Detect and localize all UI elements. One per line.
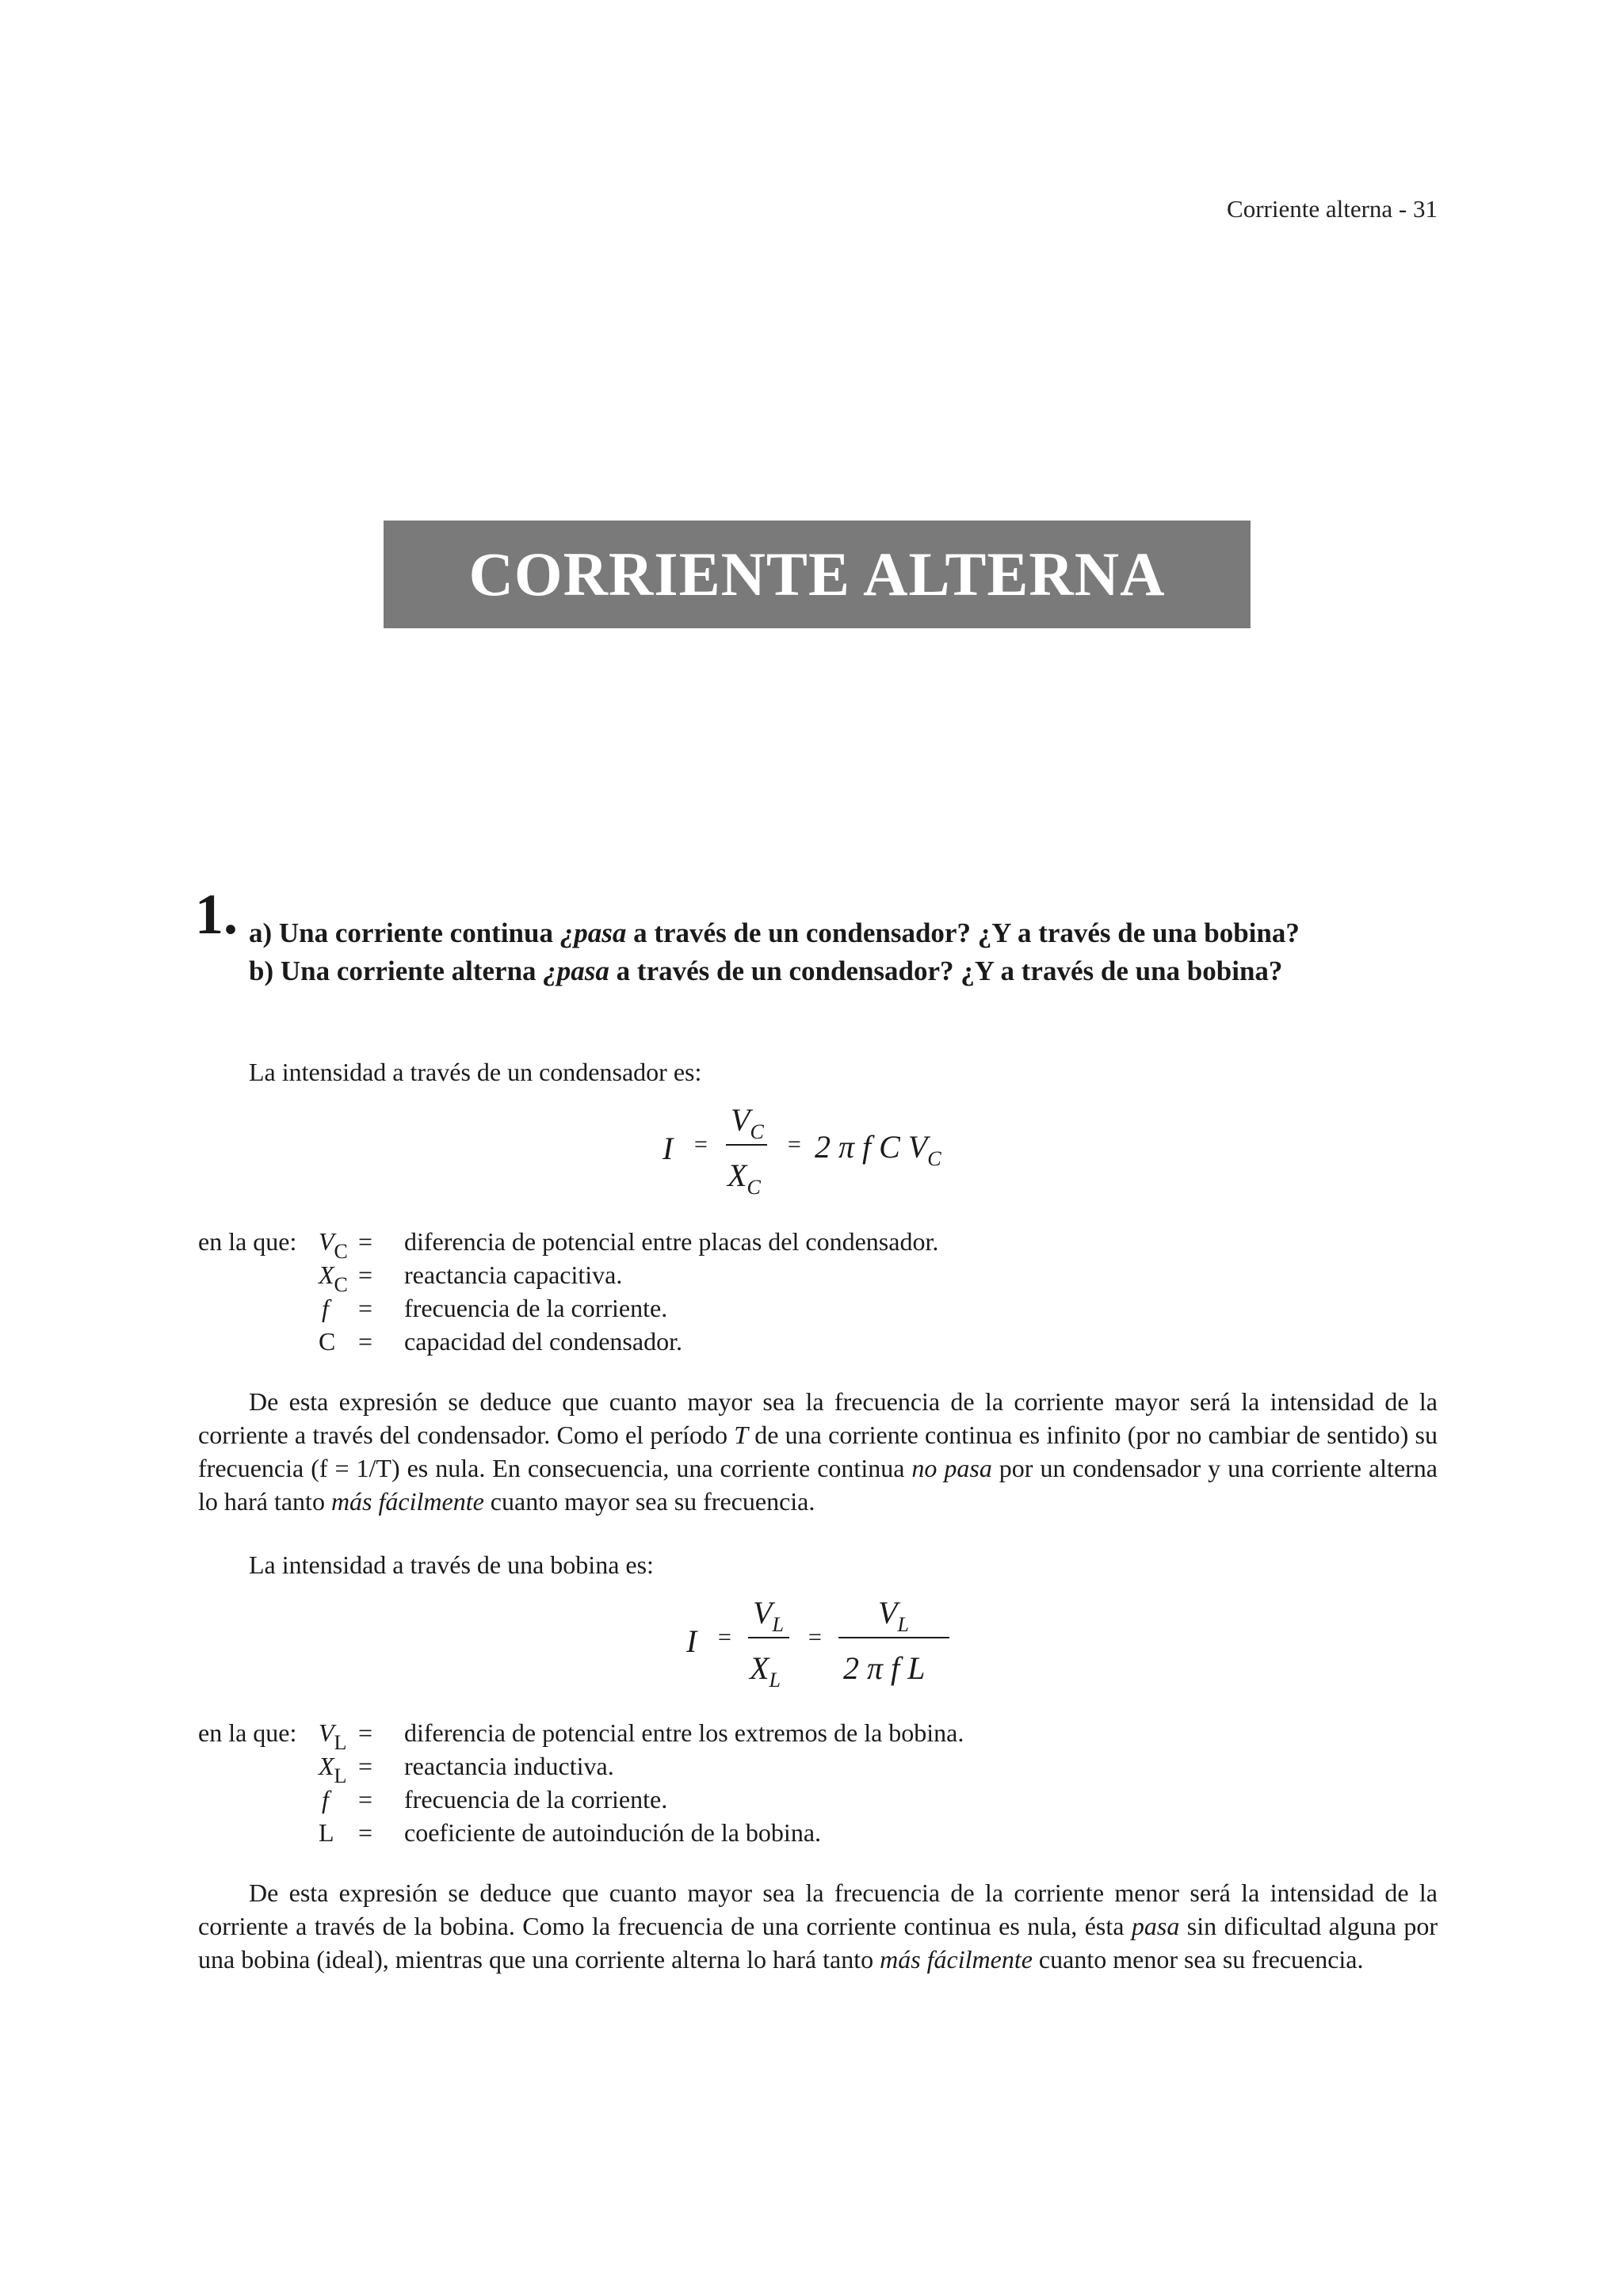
document-page: Corriente alterna - 31 CORRIENTE ALTERNA 1. a) Una corriente continua ¿pasa a través de un condensador? ¿Y a través de una bobina? b) Una corriente alterna ¿pasa a través de un condensador? ¿Y a través de una bobina? La intensidad a través de un condensador es: I = $V_C$ $X_C$ = 2 π f C $V_C$ en la que: $V_C$ = diferencia de potencial entre placas del condensador. $X_C$ = reactancia capacitiva. f = frecuencia de la corriente. C = capacidad del condensador. De esta expresión se deduce que cuanto mayor sea la frecuencia de la corriente mayor será la intensidad de la corriente a través del condensador. Como el período T de una corriente continua es infinito (por no cambiar de sentido) su frecuencia (f = 1/T) es nula. En consecuencia, una corriente continua no pasa por un condensador y una corriente alterna lo hará tanto más fácilmente cuanto mayor sea su frecuencia. La intensidad a través de una bobina es: I = $V_L$ $X_L$ = $V_L$ 2 π f L en la que: $V_L$ = diferencia de potencial entre los extremos de la bobina. $X_L$ = reactancia inductiva. f = frecuencia de la corriente. L = coeficiente de autoindución de la bobina. De esta expresión se deduce que cuanto mayor sea la frecuencia de la corriente menor será la intensidad de la corriente a través de la bobina. Como la frecuencia de una corriente continua es nula, ésta pasa sin dificultad alguna por una bobina (ideal), mientras que una corriente alterna lo hará tanto más fácilmente cuanto menor sea su frecuencia. <box>0 0 1623 2296</box>
formula-equals: = <box>716 1624 733 1650</box>
chapter-title-banner <box>384 521 1251 628</box>
formula-equals-2: = <box>786 1131 803 1158</box>
capacitor-defs-lead: en la que: <box>198 1227 297 1256</box>
capacitor-explanation: De esta expresión se deduce que cuanto mayor sea la frecuencia de la corriente mayor será la intensidad de la corriente a través del condensador. Como el período T de una corriente continua es infinito (por no cambiar de sentido) su frecuencia (f = 1/T) es nula. En consecuencia, una corriente continua no pasa por un condensador y una corriente alterna lo hará tanto más fácilmente cuanto mayor sea su frecuencia. <box>198 1387 1438 1516</box>
fraction-bar <box>748 1637 789 1638</box>
formula-equals: = <box>693 1131 709 1158</box>
formula-rhs: 2 π f C $V_C$ <box>815 1129 941 1170</box>
chapter-title: CORRIENTE ALTERNA <box>468 540 1166 608</box>
formula-numerator: $V_L$ <box>753 1595 784 1636</box>
formula-denominator: $X_C$ <box>727 1158 761 1199</box>
formula-denominator: $X_L$ <box>750 1650 781 1691</box>
formula-denominator-2: 2 π f L <box>843 1650 926 1686</box>
formula-lhs: I <box>686 1623 697 1659</box>
running-header: Corriente alterna - 31 <box>1227 195 1438 223</box>
inductor-intro: La intensidad a través de una bobina es: <box>249 1550 654 1579</box>
formula-numerator: $V_C$ <box>731 1102 764 1143</box>
formula-numerator-2: $V_L$ <box>878 1595 909 1636</box>
formula-equals-2: = <box>807 1624 823 1650</box>
inductor-explanation: De esta expresión se deduce que cuanto mayor sea la frecuencia de la corriente menor será la intensidad de la corriente a través de la bobina. Como la frecuencia de una corriente continua es nula, ésta pasa sin dificultad alguna por una bobina (ideal), mientras que una corriente alterna lo hará tanto más fácilmente cuanto menor sea su frecuencia. <box>198 1878 1438 1974</box>
question-line-b: b) Una corriente alterna ¿pasa a través de un condensador? ¿Y a través de una bobina? <box>249 955 1283 986</box>
question-number: 1. <box>195 883 238 946</box>
question-line-a: a) Una corriente continua ¿pasa a través de un condensador? ¿Y a través de una bobina? <box>249 917 1300 948</box>
inductor-defs-lead: en la que: <box>198 1718 297 1747</box>
fraction-bar-2 <box>838 1637 949 1638</box>
capacitor-intro: La intensidad a través de un condensador es: <box>249 1058 702 1086</box>
formula-lhs: I <box>663 1131 674 1166</box>
fraction-bar <box>726 1144 767 1146</box>
